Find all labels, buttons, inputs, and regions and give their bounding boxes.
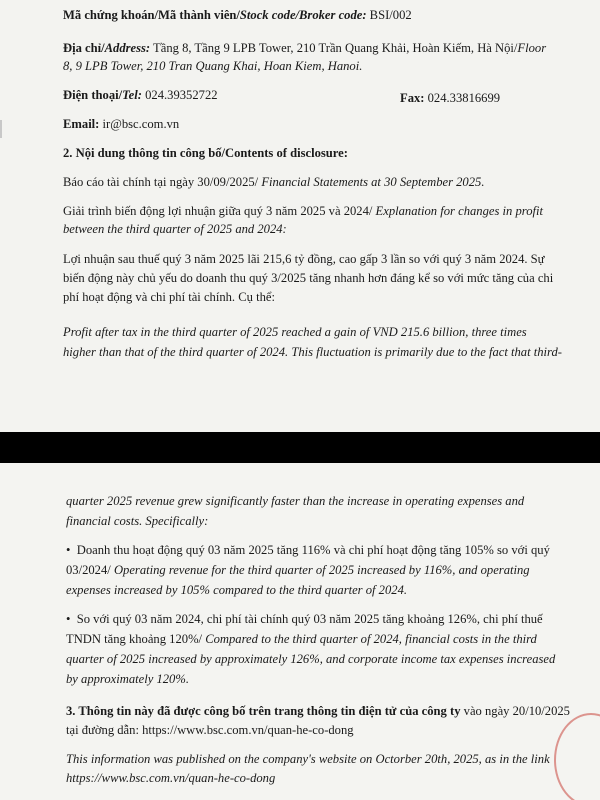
bullet-2-symbol: • [66, 612, 71, 626]
address-floor-en: Floor [517, 41, 547, 55]
explain-vi: Giải trình biến động lợi nhuận giữa quý 3 năm 2025 và 2024/ [63, 204, 376, 218]
document-page-2 [0, 463, 600, 800]
report-vi: Báo cáo tài chính tại ngày 30/09/2025/ [63, 175, 262, 189]
phone-label: Điện thoại/ [63, 88, 123, 102]
bullet-2-line-1 [66, 611, 543, 627]
bullet-1-text-vi: Doanh thu hoạt động quý 03 năm 2025 tăng 116% và chi phí hoạt động tăng 105% so với quý [76, 543, 550, 557]
explain-line-1 [63, 203, 543, 219]
fax-label: Fax: [400, 91, 425, 105]
email-label: Email: [63, 117, 100, 131]
bullet-2-line-4: by approximately 120%. [66, 672, 189, 686]
email-value: ir@bsc.com.vn [99, 117, 180, 131]
bullet-2-en: Compared to the third quarter of 2024, financial costs in the third [205, 632, 537, 646]
address-line-1 [63, 40, 546, 56]
section-3-line-2: tại đường dẫn: https://www.bsc.com.vn/quan-he-co-dong [66, 723, 354, 737]
page-edge-mark [0, 120, 2, 138]
phone-label-en: Tel: [122, 88, 142, 102]
bullet-1-line-1 [66, 542, 550, 558]
stock-code-label: Mã chứng khoán/Mã thành viên/ [63, 8, 240, 22]
paragraph-en-line-2: higher than that of the third quarter of 2024. This fluctuation is primarily due to the fact that third- [63, 345, 562, 359]
paragraph-en-line-1: Profit after tax in the third quarter of 2025 reached a gain of VND 215.6 billion, three times [63, 325, 527, 339]
paragraph-vi-line-1: Lợi nhuận sau thuế quý 3 năm 2025 lãi 215,6 tỷ đồng, cao gấp 3 lần so với quý 3 năm 2024. Sự [63, 252, 545, 266]
paragraph-vi-line-3: phí hoạt động và chi phí tài chính. Cụ thể: [63, 290, 275, 304]
address-label-en: Address: [104, 41, 151, 55]
phone-line [63, 87, 218, 103]
section-3-date: vào ngày 20/10/2025 [460, 704, 570, 718]
bullet-2-line-2 [66, 631, 537, 647]
stock-code-label-en: Stock code/Broker code: [239, 8, 367, 22]
explain-line-2: between the third quarter of 2025 and 2024: [63, 222, 287, 236]
stock-code-value: BSI/002 [366, 8, 412, 22]
address-value-vi: Tầng 8, Tầng 9 LPB Tower, 210 Trần Quang Khải, Hoàn Kiếm, Hà Nội/ [150, 41, 518, 55]
bullet-1-line-2 [66, 562, 530, 578]
bullet-2-text-vi: So với quý 03 năm 2024, chi phí tài chính quý 03 năm 2025 tăng khoảng 126%, chi phí thuế [76, 612, 543, 626]
report-line [63, 174, 484, 190]
stock-code-line [63, 7, 412, 23]
bullet-2-line-3: quarter of 2025 increased by approximately 126%, and corporate income tax expenses increased [66, 652, 556, 666]
section-3-intro: 3. Thông tin này đã được công bố trên [66, 704, 275, 718]
address-line-2: 8, 9 LPB Tower, 210 Tran Quang Khai, Hoan Kiem, Hanoi. [63, 59, 363, 73]
email-line [63, 116, 179, 132]
bullet-1-vi-tail: 03/2024/ [66, 563, 114, 577]
company-stamp-mark [554, 713, 600, 800]
bullet-1-symbol: • [66, 543, 71, 557]
published-en-line-2: https://www.bsc.com.vn/quan-he-co-dong [66, 771, 276, 785]
bullet-2-vi-tail: TNDN tăng khoảng 120%/ [66, 632, 206, 646]
address-label: Địa chỉ/ [63, 41, 105, 55]
report-en: Financial Statements at 30 September 2025. [261, 175, 485, 189]
fax-value: 024.33816699 [424, 91, 501, 105]
continuation-line-2: financial costs. Specifically: [66, 514, 209, 528]
bullet-1-en: Operating revenue for the third quarter of 2025 increased by 116%, and operating [113, 563, 530, 577]
section-3-line-1 [66, 703, 570, 719]
paragraph-vi-line-2: biến động này chủ yếu do doanh thu quý 3/2025 tăng nhanh hơn đáng kể so với mức tăng của chi [63, 271, 554, 285]
phone-value: 024.39352722 [141, 88, 218, 102]
fax-line [400, 90, 500, 106]
published-en-line-1: This information was published on the company's website on Octorber 20th, 2025, as in the link [66, 752, 550, 766]
bullet-1-line-3: expenses increased by 105% compared to the third quarter of 2024. [66, 583, 408, 597]
continuation-line-1: quarter 2025 revenue grew significantly faster than the increase in operating expenses and [66, 494, 525, 508]
section-3-website: trang thông tin điện tử của công ty [274, 704, 461, 718]
explain-en: Explanation for changes in profit [375, 204, 543, 218]
section-2-heading: 2. Nội dung thông tin công bố/Contents of disclosure: [63, 146, 348, 160]
